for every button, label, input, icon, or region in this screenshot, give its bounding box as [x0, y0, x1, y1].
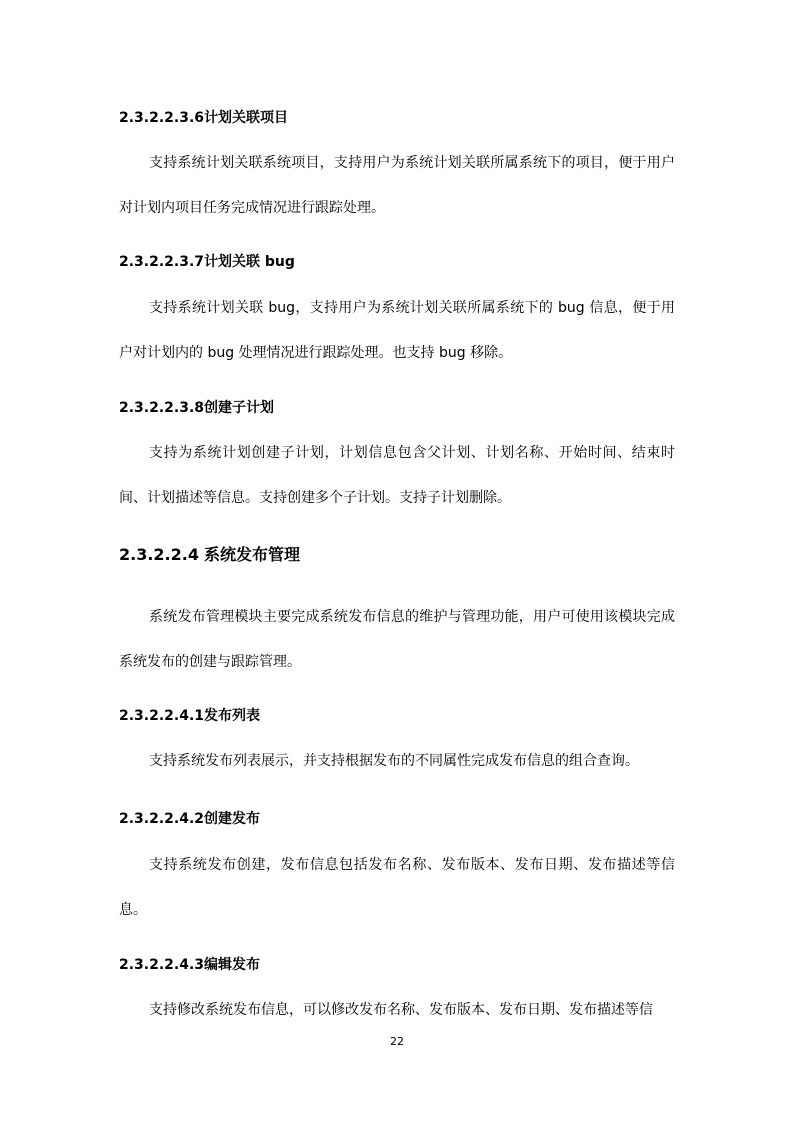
- section-heading-plan-link-bug: 2.3.2.2.3.7计划关联 bug: [119, 254, 295, 270]
- section-body-plan-link-project: 支持系统计划关联系统项目，支持用户为系统计划关联所属系统下的项目，便于用户对计划内项目任务完成情况进行跟踪处理。: [119, 155, 675, 216]
- section-body-create-subplan: 支持为系统计划创建子计划，计划信息包含父计划、计划名称、开始时间、结束时间、计划描述等信息。支持创建多个子计划。支持子计划删除。: [119, 445, 675, 506]
- page-number: 22: [390, 1035, 404, 1048]
- section-heading-number: 2.3.2.2.4: [119, 545, 199, 564]
- section-heading-edit-release: 2.3.2.2.4.3编辑发布: [119, 957, 261, 973]
- section-body-plan-link-bug: 支持系统计划关联 bug，支持用户为系统计划关联所属系统下的 bug 信息，便于用户对计划内的 bug 处理情况进行跟踪处理。也支持 bug 移除。: [119, 300, 675, 361]
- section-heading-release-list: 2.3.2.2.4.1发布列表: [119, 708, 261, 724]
- section-heading-plan-link-project: 2.3.2.2.3.6计划关联项目: [119, 110, 289, 126]
- section-body-create-release: 支持系统发布创建，发布信息包括发布名称、发布版本、发布日期、发布描述等信息。: [119, 857, 675, 918]
- section-heading-title: 系统发布管理: [204, 545, 301, 564]
- section-body-edit-release: 支持修改系统发布信息，可以修改发布名称、发布版本、发布日期、发布描述等信: [149, 1002, 653, 1018]
- section-heading-release-management: [119, 544, 300, 566]
- section-heading-create-subplan: 2.3.2.2.3.8创建子计划: [119, 400, 275, 416]
- section-body-release-list: 支持系统发布列表展示，并支持根据发布的不同属性完成发布信息的组合查询。: [149, 753, 639, 769]
- section-heading-create-release: 2.3.2.2.4.2创建发布: [119, 811, 261, 827]
- section-body-release-management: 系统发布管理模块主要完成系统发布信息的维护与管理功能，用户可使用该模块完成系统发布的创建与跟踪管理。: [119, 609, 675, 670]
